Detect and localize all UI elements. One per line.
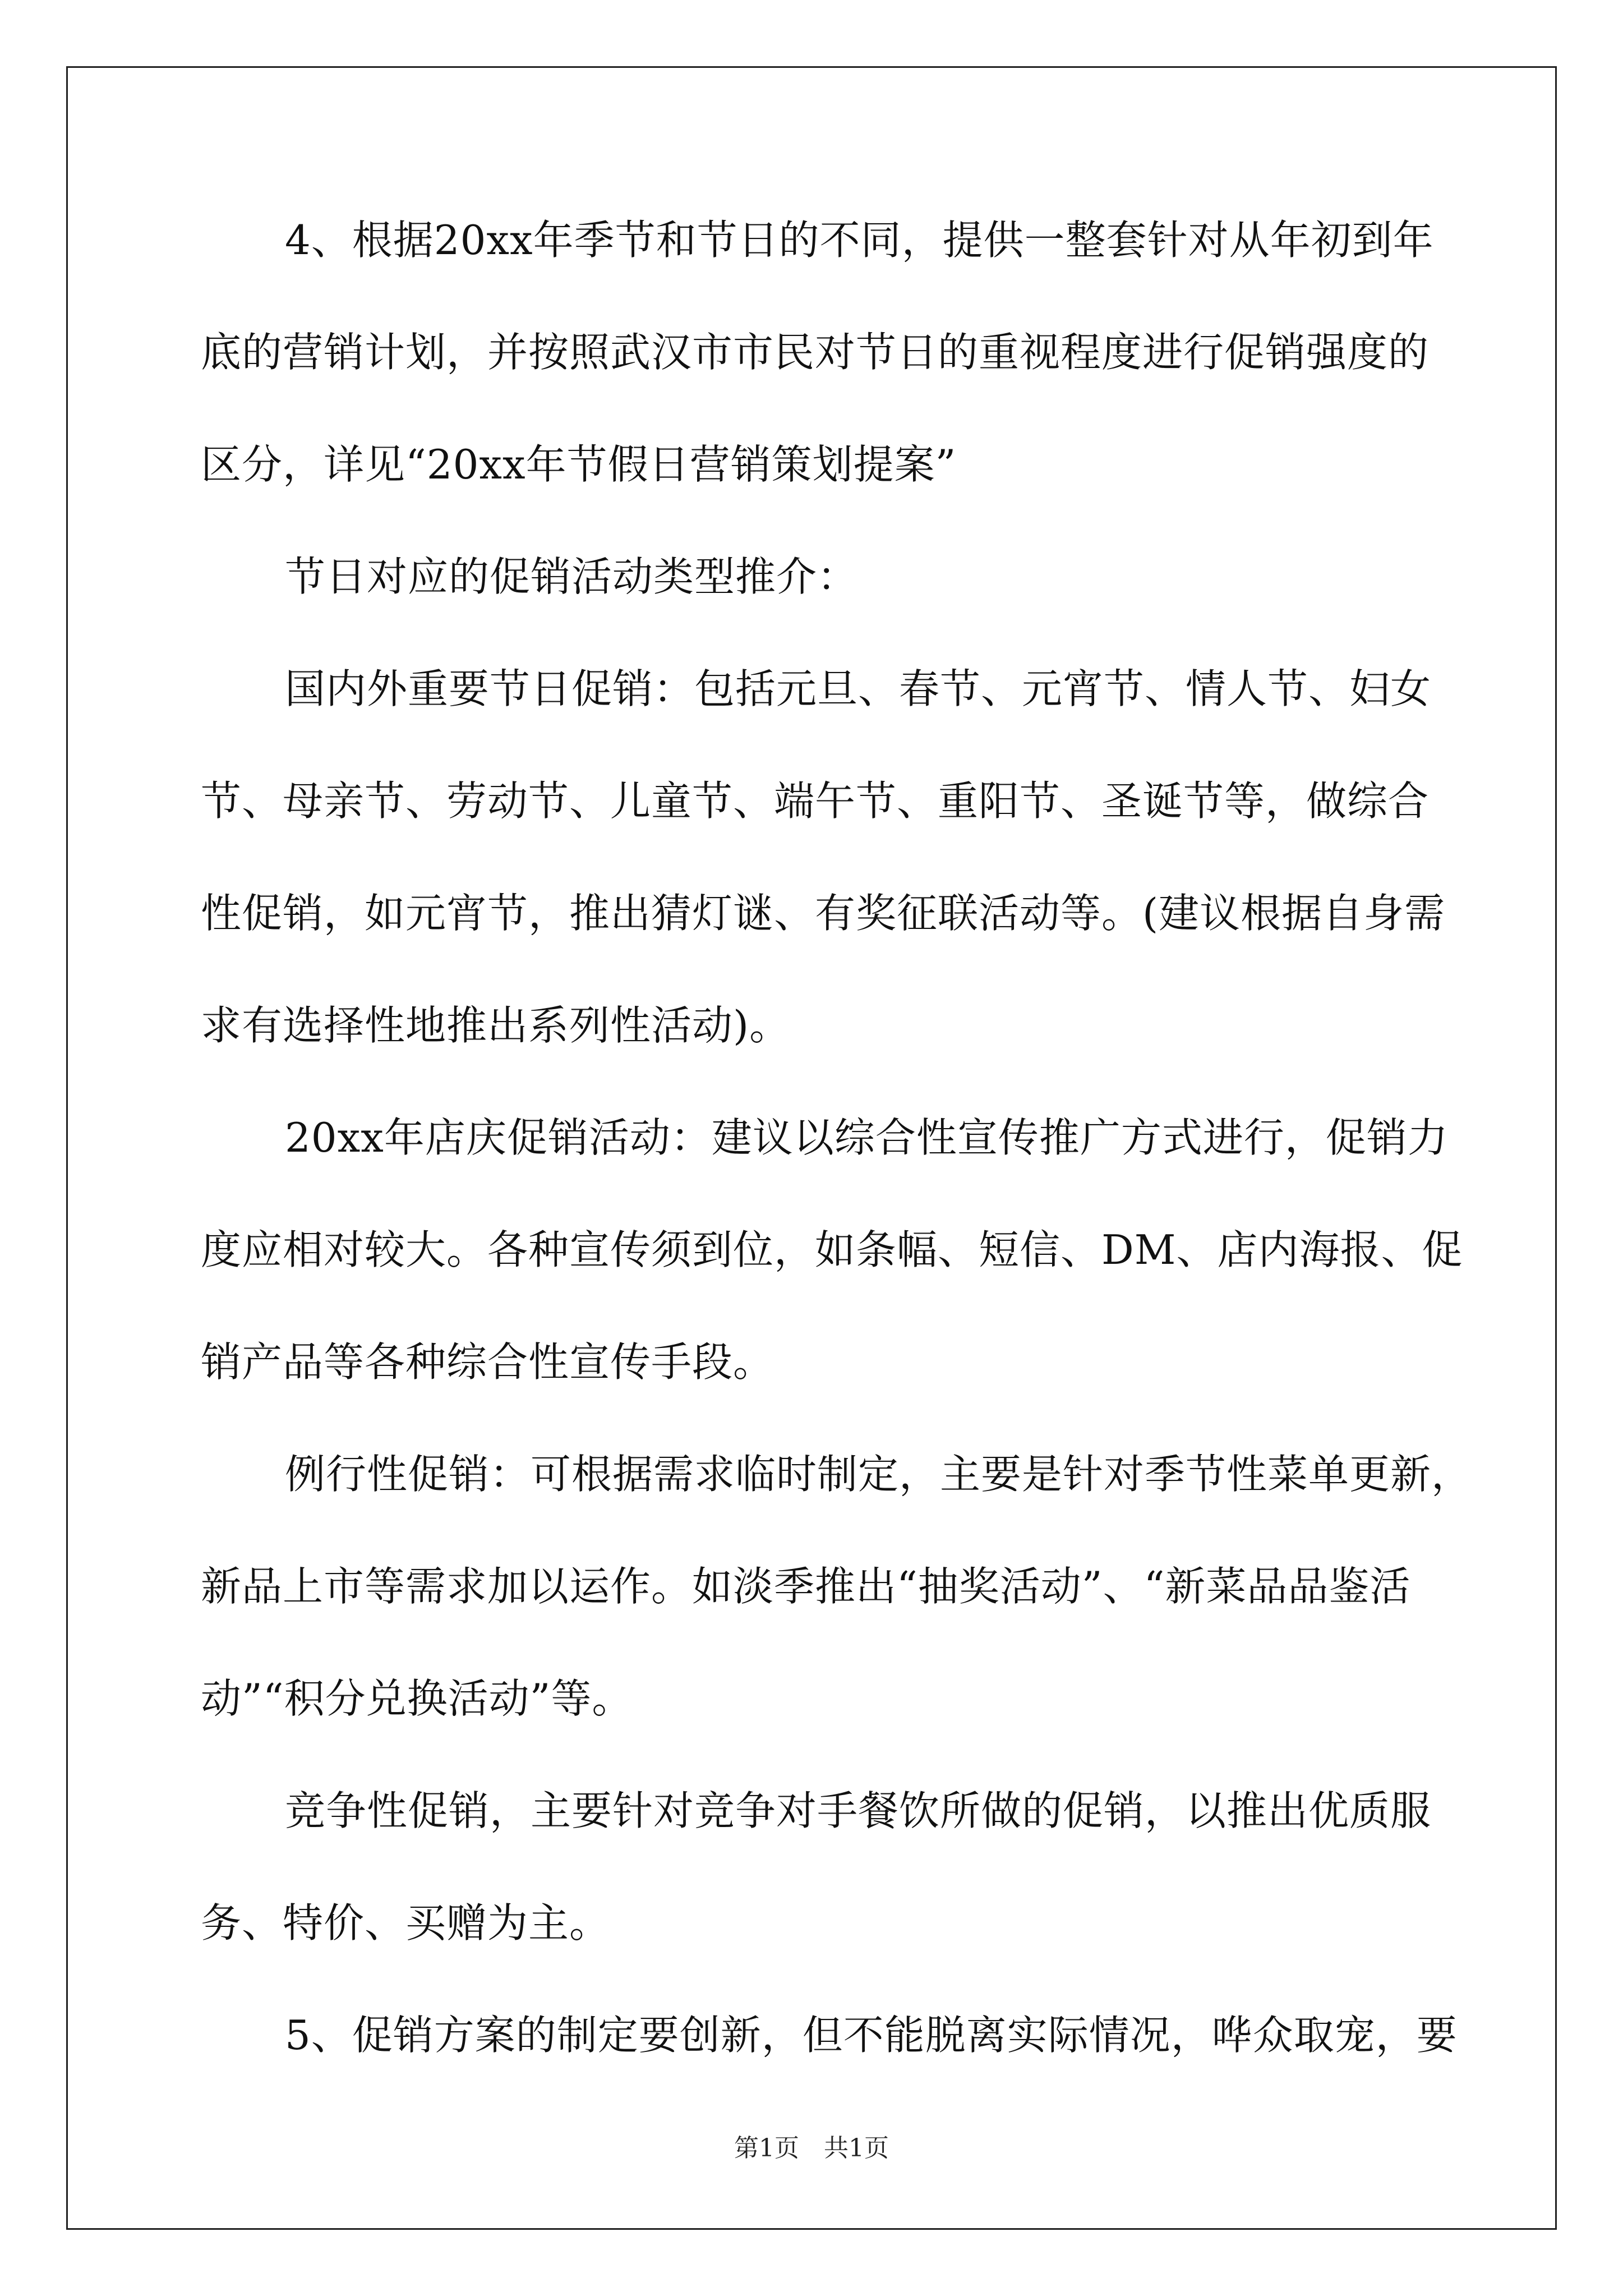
paragraph-line: 4、根据20xx年季节和节日的不同，提供一整套针对从年初到年 [285, 217, 1434, 264]
paragraph-line: 动”“积分兑换活动”等。 [201, 1675, 633, 1722]
page-footer: 第1页 共1页 [734, 2134, 889, 2162]
paragraph-line: 务、特价、买赠为主。 [201, 1899, 611, 1947]
paragraph-line: 销产品等各种综合性宣传手段。 [201, 1338, 774, 1386]
paragraph-line: 例行性促销：可根据需求临时制定，主要是针对季节性菜单更新， [285, 1451, 1473, 1498]
paragraph-line: 节、母亲节、劳动节、儿童节、端午节、重阳节、圣诞节等，做综合 [201, 777, 1430, 825]
paragraph-line: 节日对应的促销活动类型推介： [285, 553, 859, 600]
paragraph-line: 性促销，如元宵节，推出猜灯谜、有奖征联活动等。(建议根据自身需 [201, 890, 1446, 937]
paragraph-line: 求有选择性地推出系列性活动)。 [201, 1002, 791, 1049]
paragraph-line: 底的营销计划，并按照武汉市市民对节日的重视程度进行促销强度的 [201, 329, 1430, 376]
paragraph-line: 国内外重要节日促销：包括元旦、春节、元宵节、情人节、妇女 [285, 665, 1432, 712]
paragraph-line: 20xx年店庆促销活动：建议以综合性宣传推广方式进行，促销力 [285, 1114, 1449, 1161]
paragraph-line: 5、促销方案的制定要创新，但不能脱离实际情况，哗众取宠，要 [285, 2012, 1458, 2059]
paragraph-line: 新品上市等需求加以运作。如淡季推出“抽奖活动”、“新菜品品鉴活 [201, 1563, 1411, 1610]
paragraph-line: 竞争性促销，主要针对竞争对手餐饮所做的促销，以推出优质服 [285, 1787, 1432, 1834]
paragraph-line: 度应相对较大。各种宣传须到位，如条幅、短信、DM、店内海报、促 [201, 1226, 1463, 1273]
paragraph-line: 区分，详见“20xx年节假日营销策划提案” [201, 441, 957, 488]
